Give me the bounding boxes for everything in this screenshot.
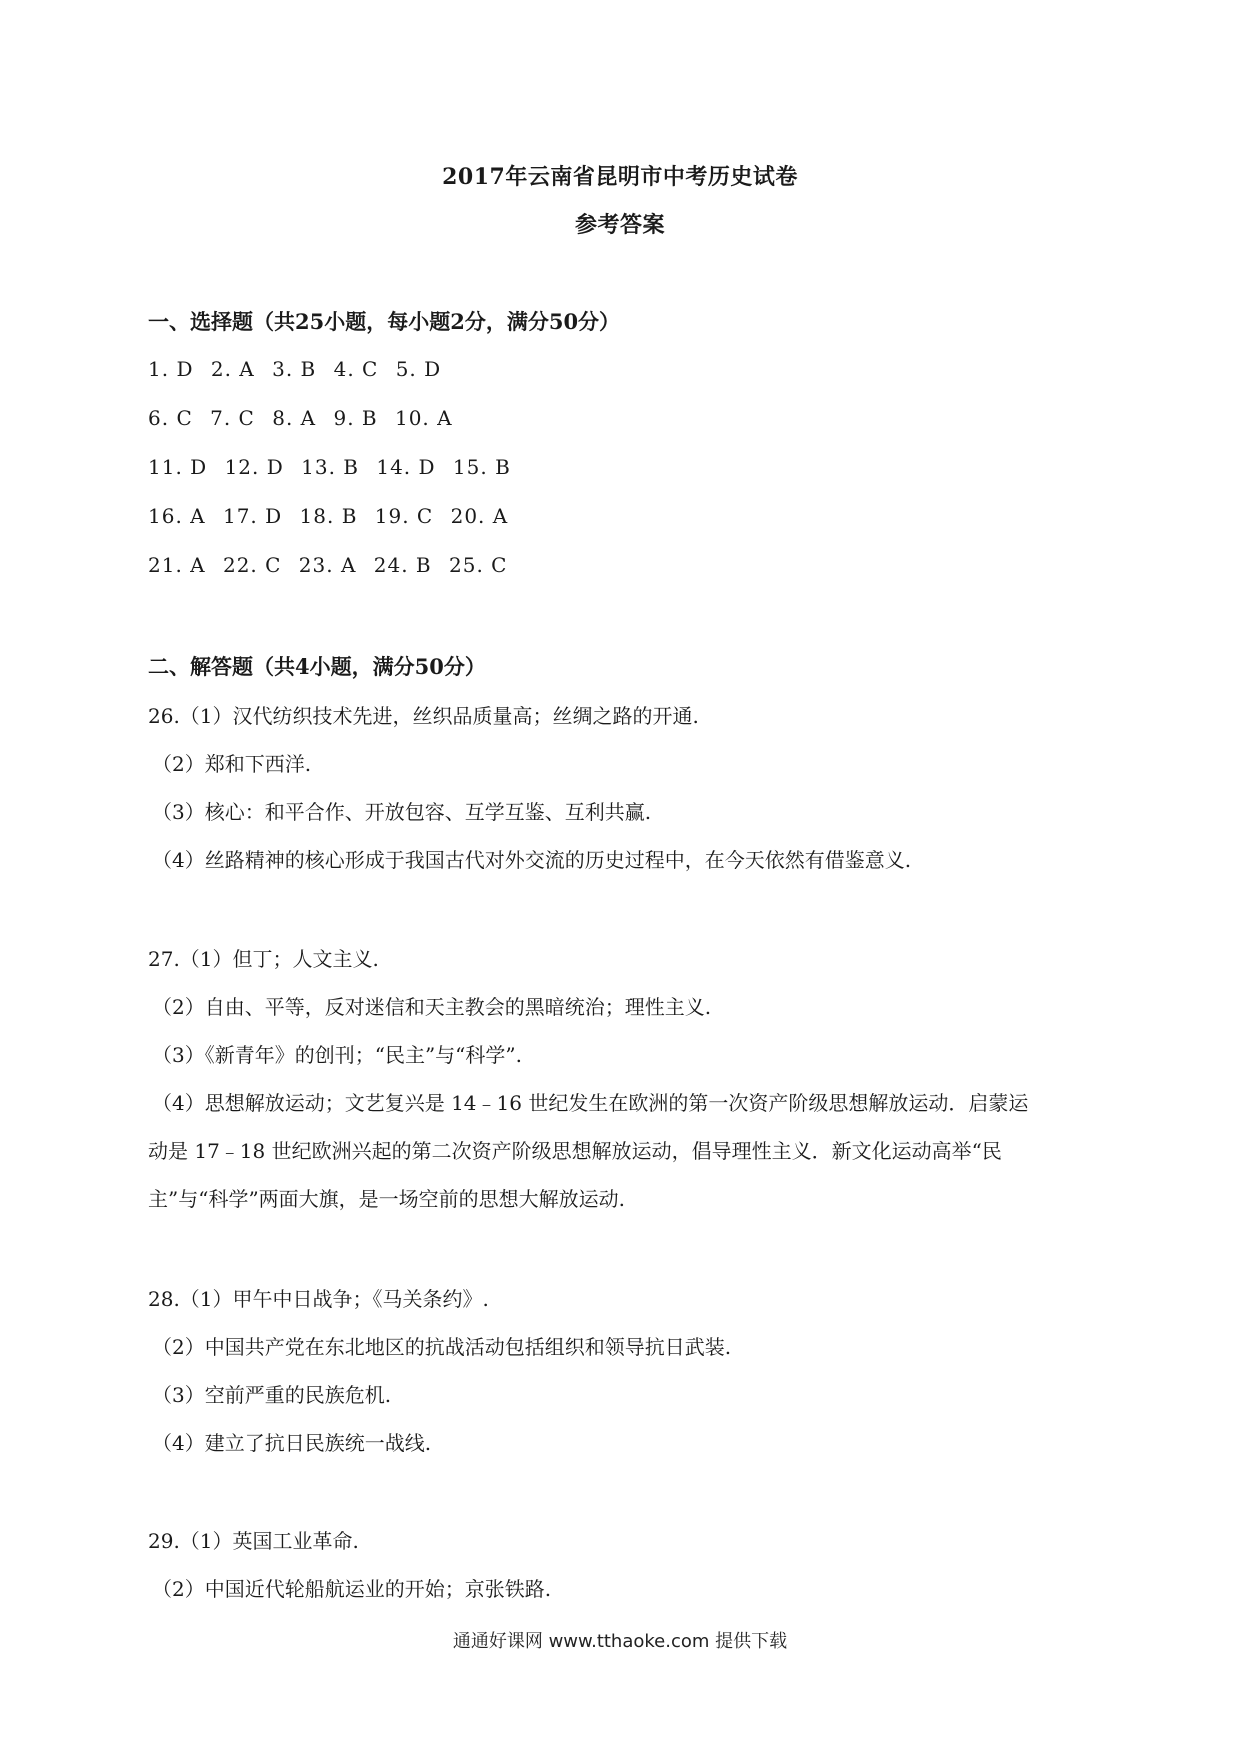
mc-answer: 14. D [376,455,436,479]
mc-answer: 11. D [148,455,208,479]
section-multiple-choice-heading: 一、选择题（共25小题，每小题2分，满分50分） [148,309,621,334]
mc-answer-row-4 [148,504,518,528]
mc-answer: 9. B [333,406,378,430]
page-title: 2017年云南省昆明市中考历史试卷 [442,164,798,190]
q27-line-2: （2）自由、平等，反对迷信和天主教会的黑暗统治；理性主义. [152,995,712,1019]
q27-line-6: 主”与“科学”两面大旗，是一场空前的思想大解放运动. [148,1187,626,1211]
q28-line-4: （4）建立了抗日民族统一战线. [152,1431,432,1455]
mc-answer: 19. C [374,504,434,528]
mc-answer: 7. C [210,406,255,430]
mc-answer: 23. A [298,553,357,577]
mc-answer: 24. B [373,553,432,577]
mc-answer: 12. D [224,455,284,479]
q26-line-1: 26.（1）汉代纺织技术先进，丝织品质量高；丝绸之路的开通. [148,704,699,728]
mc-answer-row-1 [148,357,451,381]
q29-line-1: 29.（1）英国工业革命. [148,1529,359,1553]
mc-answer-row-2 [148,406,463,430]
mc-answer-row-3 [148,455,521,479]
page-footer: 通通好课网 www.tthaoke.com 提供下载 [452,1631,788,1652]
mc-answer: 17. D [222,504,283,528]
mc-answer: 25. C [449,553,508,577]
mc-answer: 6. C [148,406,193,430]
q28-line-3: （3）空前严重的民族危机. [152,1383,392,1407]
section-short-answer-heading: 二、解答题（共4小题，满分50分） [148,654,486,679]
q28-line-1: 28.（1）甲午中日战争；《马关条约》. [148,1287,489,1311]
mc-answer: 2. A [210,357,255,381]
mc-answer: 5. D [395,357,442,381]
page-subtitle: 参考答案 [574,212,665,238]
q26-line-2: （2）郑和下西洋. [152,752,312,776]
q27-line-5: 动是 17﹣18 世纪欧洲兴起的第二次资产阶级思想解放运动，倡导理性主义．新文化运动高举“民 [148,1139,1002,1163]
mc-answer: 13. B [301,455,359,479]
q29-line-2: （2）中国近代轮船航运业的开始；京张铁路. [152,1577,552,1601]
mc-answer: 4. C [333,357,379,381]
q27-line-3: （3）《新青年》的创刊；“民主”与“科学”. [152,1043,522,1067]
mc-answer: 8. A [272,406,317,430]
mc-answer: 15. B [452,455,511,479]
q27-line-1: 27.（1）但丁；人文主义. [148,947,379,971]
q28-line-2: （2）中国共产党在东北地区的抗战活动包括组织和领导抗日武装. [152,1335,732,1359]
mc-answer: 3. B [272,357,317,381]
mc-answer: 16. A [148,504,206,528]
mc-answer: 20. A [450,504,509,528]
mc-answer: 21. A [148,553,206,577]
mc-answer: 18. B [299,504,358,528]
mc-answer-row-5 [148,553,517,577]
mc-answer: 22. C [222,553,282,577]
q26-line-4: （4）丝路精神的核心形成于我国古代对外交流的历史过程中，在今天依然有借鉴意义. [152,848,912,872]
q26-line-3: （3）核心：和平合作、开放包容、互学互鉴、互利共赢. [152,800,652,824]
mc-answer: 10. A [394,406,453,430]
mc-answer: 1. D [148,357,194,381]
q27-line-4: （4）思想解放运动；文艺复兴是 14﹣16 世纪发生在欧洲的第一次资产阶级思想解放运动．启蒙运 [152,1091,1029,1115]
